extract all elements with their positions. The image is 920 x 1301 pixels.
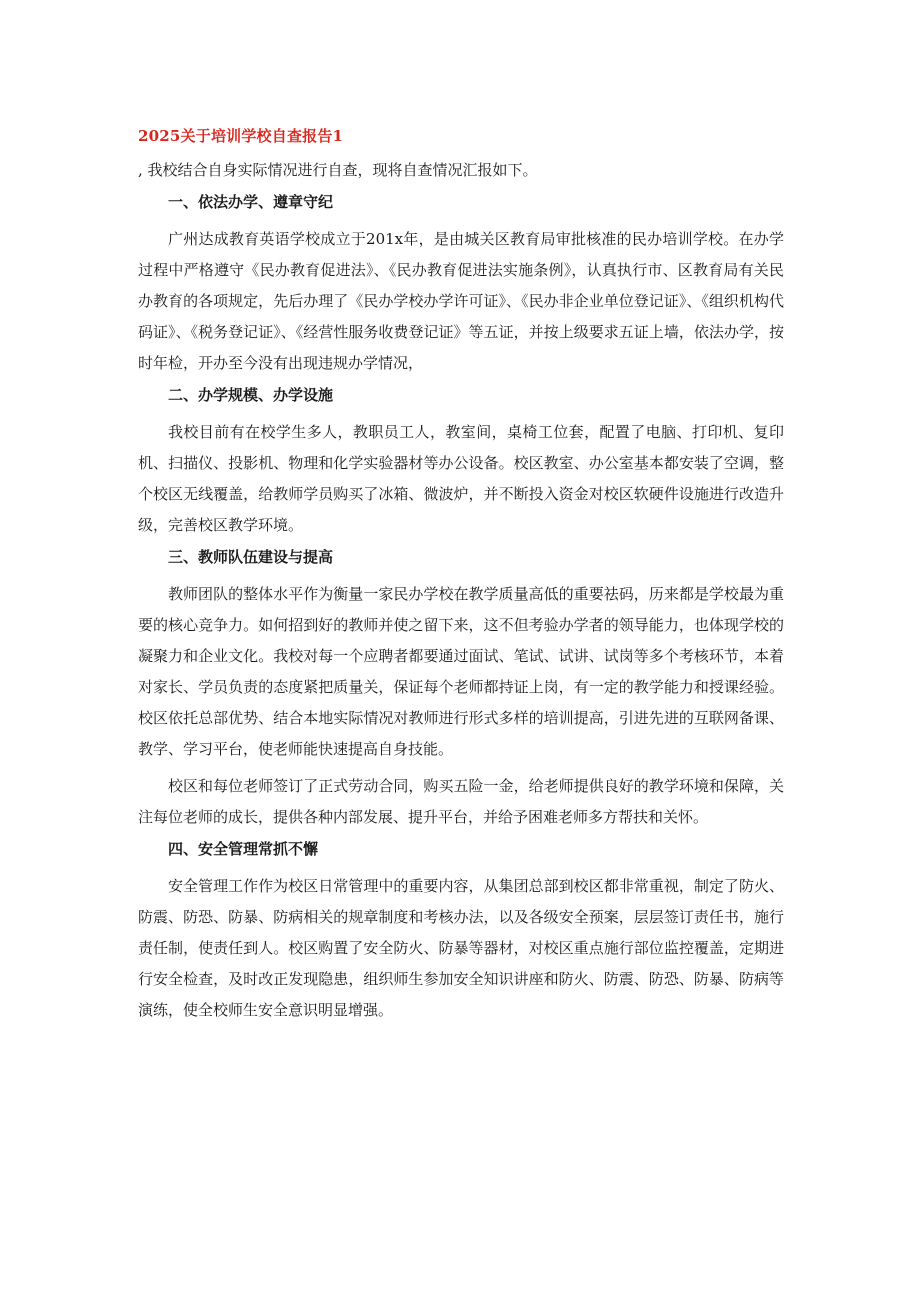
section-2-heading: 二、办学规模、办学设施 [168,386,334,404]
section-2-paragraph-1: 我校目前有在校学生多人，教职员工人，教室间，桌椅工位套，配置了电脑、打印机、复印机、扫描仪、投影机、物理和化学实验器材等办公设备。校区教室、办公室基本都安装了空调，整个校区无线覆盖，给教师学员购买了冰箱、微波炉，并不断投入资金对校区软硬件设施进行改造升级，完善校区教学环境。 [138,423,784,534]
section-3-heading: 三、教师队伍建设与提高 [168,548,334,566]
section-4-heading: 四、安全管理常抓不懈 [168,840,319,858]
intro-paragraph: , 我校结合自身实际情况进行自查，现将自查情况汇报如下。 [138,161,538,179]
document-page [138,126,784,1032]
section-1-paragraph-1: 广州达成教育英语学校成立于201x年，是由城关区教育局审批核准的民办培训学校。在办学过程中严格遵守《民办教育促进法》、《民办教育促进法实施条例》，认真执行市、区教育局有关民办教育的各项规定，先后办理了《民办学校办学许可证》、《民办非企业单位登记证》、《组织机构代码证》、《税务登记证》、《经营性服务收费登记证》等五证，并按上级要求五证上墙，依法办学，按时年检，开办至今没有出现违规办学情况， [138,230,784,372]
section-3-paragraph-2: 校区和每位老师签订了正式劳动合同，购买五险一金，给老师提供良好的教学环境和保障，关注每位老师的成长，提供各种内部发展、提升平台，并给予困难老师多方帮扶和关怀。 [138,777,784,826]
section-4-paragraph-1: 安全管理工作作为校区日常管理中的重要内容，从集团总部到校区都非常重视，制定了防火、防震、防恐、防暴、防病相关的规章制度和考核办法，以及各级安全预案，层层签订责任书，施行责任制，使责任到人。校区购置了安全防火、防暴等器材，对校区重点施行部位监控覆盖，定期进行安全检查，及时改正发现隐患，组织师生参加安全知识讲座和防火、防震、防恐、防暴、防病等演练，使全校师生安全意识明显增强。 [138,877,784,1019]
document-title: 2025关于培训学校自查报告1 [138,127,344,145]
section-1-heading: 一、依法办学、遵章守纪 [168,193,334,211]
section-3-paragraph-1: 教师团队的整体水平作为衡量一家民办学校在教学质量高低的重要祛码，历来都是学校最为重要的核心竞争力。如何招到好的教师并使之留下来，这不但考验办学者的领导能力，也体现学校的凝聚力和企业文化。我校对每一个应聘者都要通过面试、笔试、试讲、试岗等多个考核环节，本着对家长、学员负责的态度紧把质量关，保证每个老师都持证上岗，有一定的教学能力和授课经验。校区依托总部优势、结合本地实际情况对教师进行形式多样的培训提高，引进先进的互联网备课、教学、学习平台，使老师能快速提高自身技能。 [138,585,784,758]
